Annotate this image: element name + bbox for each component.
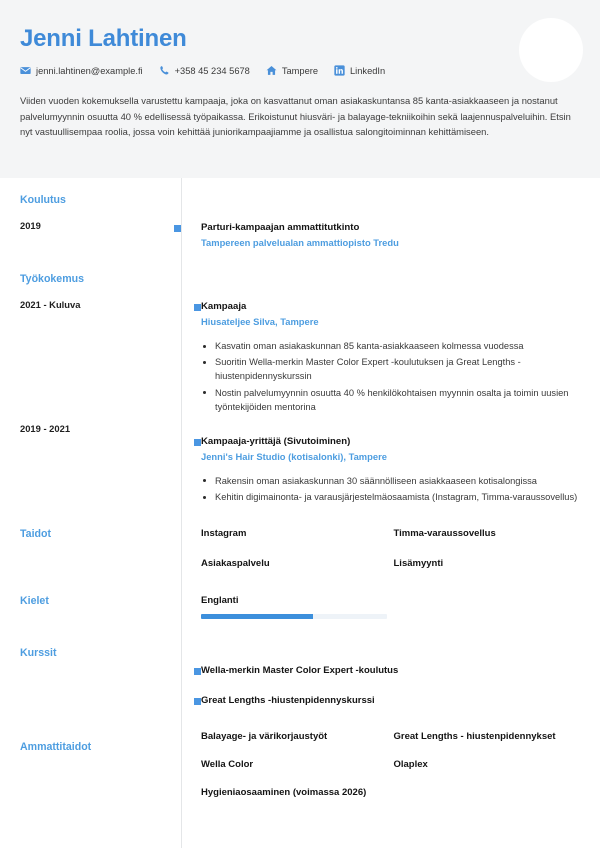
section-title-professional-skills: Ammattitaidot xyxy=(20,741,92,754)
experience-entry-2 xyxy=(201,436,586,504)
experience-bullets-1 xyxy=(201,339,586,414)
experience-job-title-1: Kampaaja xyxy=(201,301,247,313)
experience-bullets-2 xyxy=(201,474,586,504)
professional-skill-item: Balayage- ja värikorjaustyöt xyxy=(201,731,328,743)
professional-skills-grid xyxy=(201,731,586,814)
contact-location[interactable] xyxy=(266,65,318,76)
languages-right-column xyxy=(181,595,600,619)
professional-skill-item: Hygieniaosaaminen (voimassa 2026) xyxy=(201,787,367,799)
page-title: Jenni Lahtinen xyxy=(20,25,187,52)
contact-email[interactable] xyxy=(20,65,143,76)
experience-left-column xyxy=(0,273,181,435)
list-item: Nostin palvelumyynnin osuutta 40 % henkilökohtaisen myynnin osalta ja toimin uusien työntekijöiden mentorina xyxy=(201,386,586,414)
section-title-courses: Kurssit xyxy=(20,646,57,659)
entry-marker-icon xyxy=(194,668,201,675)
contact-row xyxy=(20,65,580,76)
home-icon xyxy=(266,65,277,76)
courses-right-column xyxy=(181,647,600,726)
experience-date-1: 2021 - Kuluva xyxy=(20,298,81,310)
education-title: Parturi-kampaajan ammattitutkinto xyxy=(201,222,360,233)
resume-body xyxy=(0,178,600,848)
section-education xyxy=(0,194,600,249)
list-item: Kehitin digimainonta- ja varausjärjestelmäosaamista (Instagram, Timma-varaussovellus) xyxy=(201,490,586,504)
envelope-icon xyxy=(20,65,31,76)
education-institution: Tampereen palvelualan ammattiopisto Tredu xyxy=(201,236,399,248)
languages-left-column xyxy=(0,595,181,608)
section-experience xyxy=(0,273,600,506)
experience-employer-2: Jenni's Hair Studio (kotisalonki), Tampere xyxy=(201,450,387,462)
contact-linkedin[interactable] xyxy=(334,65,385,76)
section-languages xyxy=(0,595,600,619)
section-courses xyxy=(0,647,600,726)
skill-item: Instagram xyxy=(201,528,247,540)
list-item: Rakensin oman asiakaskunnan 30 säännölliseen asiakkaaseen kotisalongissa xyxy=(201,474,586,488)
experience-employer-1: Hiusateljee Silva, Tampere xyxy=(201,316,319,328)
entry-marker-icon xyxy=(194,304,201,311)
contact-email-label: jenni.lahtinen@example.fi xyxy=(36,65,143,76)
section-skills xyxy=(0,528,600,588)
resume-header xyxy=(0,0,600,178)
entry-marker-icon xyxy=(194,439,201,446)
section-title-languages: Kielet xyxy=(20,594,49,607)
professional-skill-item: Great Lengths - hiustenpidennykset xyxy=(393,731,556,743)
contact-phone[interactable] xyxy=(159,65,250,76)
language-level-bar xyxy=(201,614,387,619)
contact-location-label: Tampere xyxy=(281,65,319,76)
linkedin-icon xyxy=(334,65,345,76)
entry-marker-icon xyxy=(174,225,181,232)
course-item xyxy=(201,695,586,707)
language-item xyxy=(201,595,586,619)
section-title-experience: Työkokemus xyxy=(20,273,84,286)
education-date: 2019 xyxy=(20,219,41,231)
experience-entry-1 xyxy=(201,301,586,414)
skills-left-column xyxy=(0,528,181,541)
education-right-column xyxy=(181,194,600,249)
list-item: Suoritin Wella-merkin Master Color Expert -koulutuksen ja Great Lengths -hiustenpidennyskurssin xyxy=(201,355,586,383)
course-item xyxy=(201,665,586,677)
skill-item: Timma-varaussovellus xyxy=(393,528,496,540)
section-title-education: Koulutus xyxy=(20,194,66,206)
section-professional-skills xyxy=(0,731,600,814)
avatar xyxy=(519,18,583,82)
courses-list xyxy=(201,665,586,708)
professional-skills-left-column xyxy=(0,731,181,754)
section-title-skills: Taidot xyxy=(20,528,51,541)
skills-right-column xyxy=(181,528,600,588)
contact-phone-label: +358 45 234 5678 xyxy=(174,65,250,76)
education-left-column xyxy=(0,194,181,232)
professional-skill-item: Olaplex xyxy=(393,759,428,771)
experience-right-column xyxy=(181,273,600,506)
skill-item: Lisämyynti xyxy=(393,557,444,569)
profile-summary: Viiden vuoden kokemuksella varustettu kampaaja, joka on kasvattanut oman asiakaskuntansa 85 kanta-asiakkaaseen ja nostanut palvelumyynnin osuutta 40 % edellisessä työpaikassa. Erikoistunut hiusväri- ja balayage-tekniikoihin sekä laajennuspalveluihin. Etsin nyt vastuullisempaa roolia, jossa voin kehittää juniorikampaajiamme ja osallistua salongitoiminnan kehittämiseen. xyxy=(20,95,571,137)
skill-item: Asiakaspalvelu xyxy=(201,557,270,569)
professional-skills-right-column xyxy=(181,731,600,814)
professional-skill-item: Wella Color xyxy=(201,759,254,771)
course-label: Great Lengths -hiustenpidennyskurssi xyxy=(201,695,375,707)
contact-linkedin-label: LinkedIn xyxy=(350,65,386,76)
courses-left-column xyxy=(0,647,181,660)
course-label: Wella-merkin Master Color Expert -koulutus xyxy=(201,664,399,676)
phone-icon xyxy=(159,65,170,76)
skills-grid xyxy=(201,528,586,588)
experience-job-title-2: Kampaaja-yrittäjä (Sivutoiminen) xyxy=(201,435,351,447)
language-level-fill xyxy=(201,614,313,619)
experience-date-2: 2019 - 2021 xyxy=(20,423,71,435)
list-item: Kasvatin oman asiakaskunnan 85 kanta-asiakkaaseen kolmessa vuodessa xyxy=(201,339,586,353)
language-name: Englanti xyxy=(201,594,239,606)
entry-marker-icon xyxy=(194,698,201,705)
